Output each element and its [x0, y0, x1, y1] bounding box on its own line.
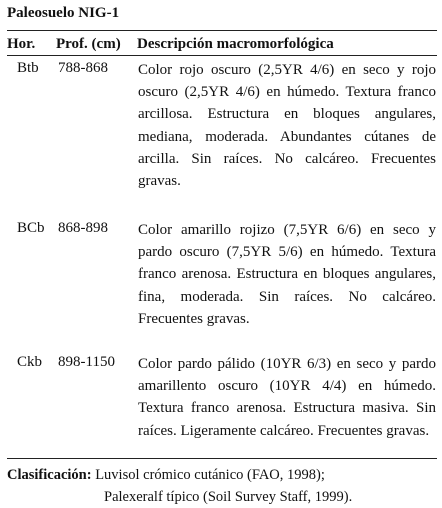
bottom-rule: [7, 458, 437, 459]
classification-label: Clasificación:: [7, 467, 92, 483]
row-depth: 868-898: [58, 220, 108, 236]
header-description: Descripción macromorfológica: [137, 36, 334, 52]
header-horizon: Hor.: [7, 36, 36, 52]
table-title: Paleosuelo NIG-1: [7, 5, 120, 21]
row-description: Color amarillo rojizo (7,5YR 6/6) en seco y pardo oscuro (7,5YR 5/6) en húmedo. Textura franco arenosa. Estructura en bloques angulares, fina, moderada. Sin raíces. No calcáreo. Frecuentes gravas.: [138, 222, 436, 327]
header-rule: [7, 55, 437, 56]
header-depth: Prof. (cm): [56, 36, 121, 52]
classification-usda: Palexeralf típico (Soil Survey Staff, 1999).: [104, 489, 353, 505]
top-rule: [7, 30, 437, 31]
row-horizon: Btb: [17, 60, 39, 76]
classification-line-1: [7, 464, 325, 486]
row-description: Color rojo oscuro (2,5YR 4/6) en seco y rojo oscuro (2,5YR 4/6) en húmedo. Textura franco arcillosa. Estructura en bloques angulares, mediana, moderada. Abundantes cútanes de arcilla. Sin raíces. No calcáreo. Frecuentes gravas.: [138, 62, 436, 190]
row-depth: 788-868: [58, 60, 108, 76]
row-depth: 898-1150: [58, 354, 115, 370]
row-horizon: BCb: [17, 220, 45, 236]
classification-fao: Luvisol crómico cutánico (FAO, 1998);: [95, 467, 325, 483]
row-horizon: Ckb: [17, 354, 43, 370]
row-description: Color pardo pálido (10YR 6/3) en seco y pardo amarillento oscuro (10YR 4/4) en húmedo. Textura franco arenosa. Estructura masiva. Sin raíces. Ligeramente calcáreo. Frecuentes gravas.: [138, 356, 436, 439]
